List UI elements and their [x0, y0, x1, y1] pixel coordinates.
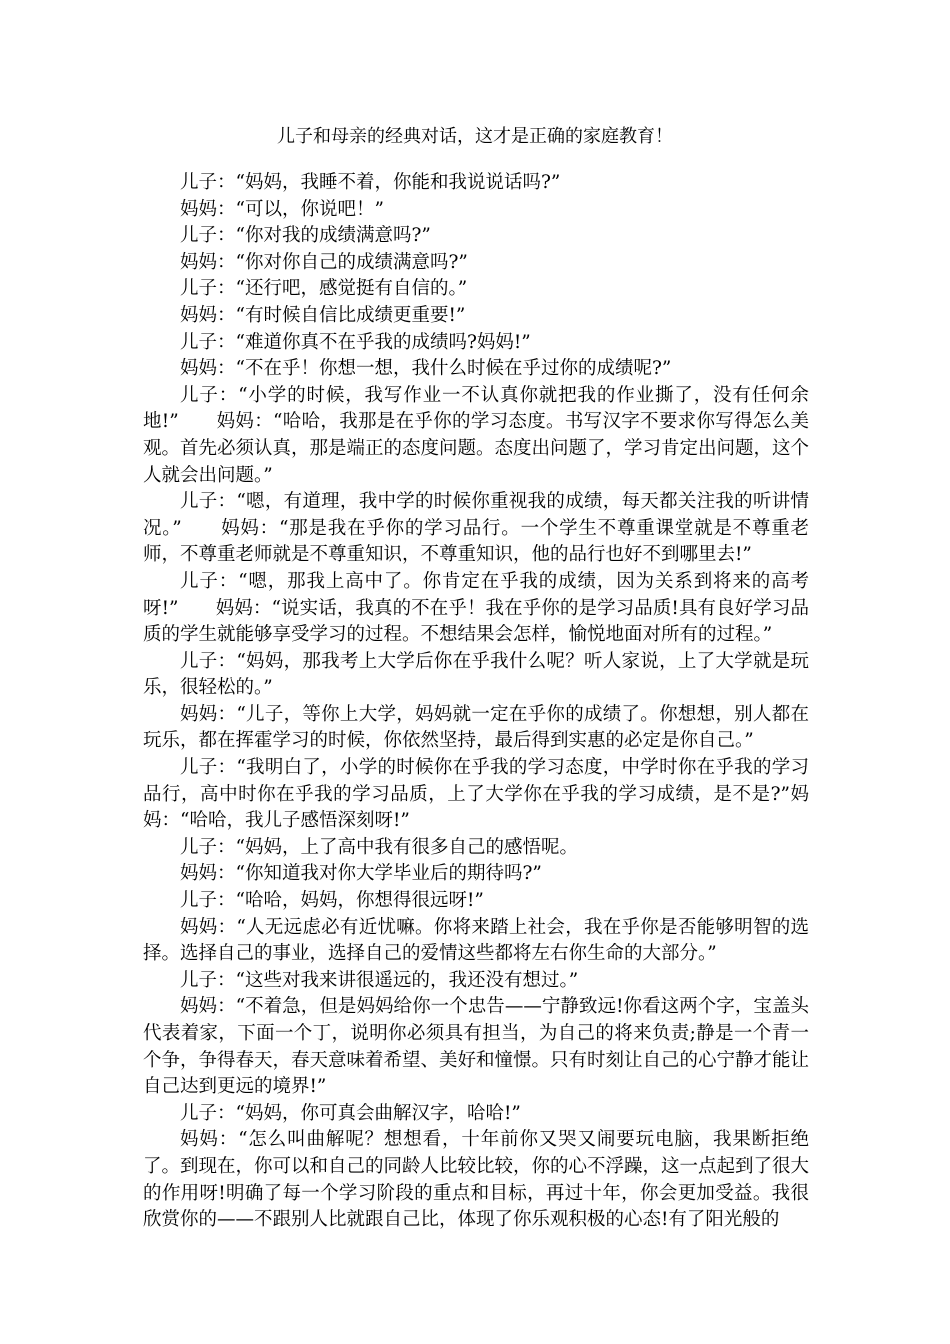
paragraph-11: 儿子：“嗯，那我上高中了。你肯定在乎我的成绩，因为关系到将来的高考呀!” 妈妈：“说实话，我真的不在乎！我在乎你的是学习品质!具有良好学习品质的学生就能够享受学习的过程。不想结果会怎样，愉悦地面对所有的过程。” — [143, 570, 809, 646]
document-title: 儿子和母亲的经典对话，这才是正确的家庭教育！ — [277, 126, 673, 147]
paragraph-4: 妈妈：“你对你自己的成绩满意吗?” — [180, 251, 468, 273]
paragraph-7: 儿子：“难道你真不在乎我的成绩吗?妈妈!” — [180, 331, 531, 353]
paragraph-6: 妈妈：“有时候自信比成绩更重要!” — [180, 304, 466, 326]
paragraph-2: 妈妈：“可以，你说吧！” — [180, 198, 384, 220]
paragraph-14: 儿子：“我明白了，小学的时候你在乎我的学习态度，中学时你在乎我的学习品行，高中时你在乎我的学习品质，上了大学你在乎我的学习成绩，是不是?”妈妈：“哈哈，我儿子感悟深刻呀!” — [143, 757, 809, 832]
paragraph-12: 儿子：“妈妈，那我考上大学后你在乎我什么呢？听人家说，上了大学就是玩乐，很轻松的。” — [143, 650, 809, 699]
paragraph-10: 儿子：“嗯，有道理，我中学的时候你重视我的成绩，每天都关注我的听讲情况。” 妈妈：“那是我在乎你的学习品行。一个学生不尊重课堂就是不尊重老师，不尊重老师就是不尊重知识，不尊重知识，他的品行也好不到哪里去!” — [143, 491, 809, 566]
paragraph-19: 儿子：“这些对我来讲很遥远的，我还没有想过。” — [180, 969, 579, 991]
paragraph-8: 妈妈：“不在乎！你想一想，我什么时候在乎过你的成绩呢?” — [180, 358, 672, 380]
paragraph-13: 妈妈：“儿子，等你上大学，妈妈就一定在乎你的成绩了。你想想，别人都在玩乐，都在挥霍学习的时候，你依然坚持，最后得到实惠的必定是你自己。” — [143, 703, 809, 752]
paragraph-22: 妈妈：“怎么叫曲解呢？想想看，十年前你又哭又闹要玩电脑，我果断拒绝了。到现在，你可以和自己的同龄人比较比较，你的心不浮躁，这一点起到了很大的作用呀!明确了每一个学习阶段的重点和目标，再过十年，你会更加受益。我很欣赏你的——不跟别人比就跟自己比，体现了你乐观积极的心态!有了阳光般的 — [143, 1129, 810, 1231]
paragraph-18: 妈妈：“人无远虑必有近忧嘛。你将来踏上社会，我在乎你是否能够明智的选择。选择自己的事业，选择自己的爱情这些都将左右你生命的大部分。” — [143, 916, 809, 965]
paragraph-9: 儿子：“小学的时候，我写作业一不认真你就把我的作业撕了，没有任何余地!” 妈妈：“哈哈，我那是在乎你的学习态度。书写汉字不要求你写得怎么美观。首先必须认真，那是端正的态度问题。态度出问题了，学习肯定出问题，这个人就会出问题。” — [143, 384, 810, 486]
paragraph-3: 儿子：“你对我的成绩满意吗?” — [180, 225, 431, 247]
paragraph-15: 儿子：“妈妈，上了高中我有很多自己的感悟呢。 — [180, 836, 578, 858]
document-body — [143, 170, 809, 1234]
paragraph-17: 儿子：“哈哈，妈妈，你想得很远呀!” — [180, 890, 484, 912]
paragraph-1: 儿子：“妈妈，我睡不着，你能和我说说话吗?” — [180, 172, 561, 193]
paragraph-21: 儿子：“妈妈，你可真会曲解汉字，哈哈!” — [180, 1102, 521, 1124]
paragraph-20: 妈妈：“不着急，但是妈妈给你一个忠告——宁静致远!你看这两个字，宝盖头代表着家，下面一个丁，说明你必须具有担当，为自己的将来负责;静是一个青一个争，争得春天，春天意味着希望、美好和憧憬。只有时刻让自己的心宁静才能让自己达到更远的境界!” — [143, 996, 810, 1098]
paragraph-5: 儿子：“还行吧，感觉挺有自信的。” — [180, 278, 468, 300]
paragraph-16: 妈妈：“你知道我对你大学毕业后的期待吗?” — [180, 863, 542, 885]
